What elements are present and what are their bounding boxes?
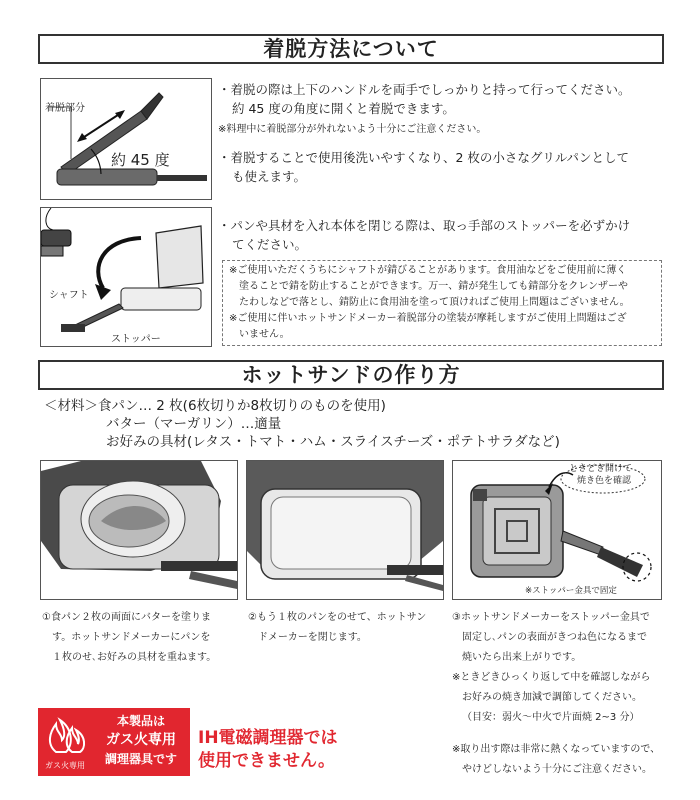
bullet2-line2: も使えます。	[232, 169, 307, 184]
step2-caption-line-2: ドメーカーを閉じます。	[258, 632, 367, 643]
label-stopper: ストッパー	[111, 334, 161, 345]
step2-caption-line-1: ②もう１枚のパンをのせて、ホットサン	[248, 612, 427, 623]
notice-line-1: 本製品は	[116, 714, 165, 728]
step3-bubble-line-1: ときどき開けて	[569, 464, 633, 474]
illustration-detach-angle	[40, 78, 212, 200]
gas-only-badge	[38, 708, 92, 776]
step3-caption-line-1: ③ホットサンドメーカーをストッパー金具で	[452, 612, 650, 623]
ih-warning-line-1: IH電磁調理器では	[198, 728, 338, 748]
step3-caption-line-2: 固定し､パンの表面がきつね色になるまで	[462, 632, 647, 643]
caution-line-5: いません。	[229, 329, 290, 340]
illustration-close-stopper	[40, 207, 212, 347]
caution-line-4: ※ご使用に伴いホットサンドメーカー着脱部分の塗装が摩耗しますがご使用上問題はござ	[229, 313, 627, 324]
bullet1-line1: ・着脱の際は上下のハンドルを両手でしっかりと持って行ってください。	[218, 82, 631, 97]
gas-only-notice	[92, 708, 190, 776]
ih-warning-line-2: 使用できません。	[198, 751, 336, 771]
bullet3-line1: ・パンや具材を入れ本体を閉じる際は、取っ手部のストッパーを必ずかけ	[218, 218, 631, 233]
step2-image	[246, 460, 444, 600]
section-title-detach: 着脱方法について	[38, 34, 664, 64]
step1-caption-line-2: す。ホットサンドメーカーにパンを	[52, 632, 211, 643]
detach-angle-drawing	[41, 79, 211, 199]
flame-icon	[38, 708, 92, 760]
step3-caption-line-4: ※ときどきひっくり返して中を確認しながら	[452, 672, 651, 683]
label-shaft: シャフト	[49, 290, 89, 301]
bullet1-line2: 約 45 度の角度に開くと着脱できます。	[232, 101, 455, 116]
materials-line-1: ＜材料＞食パン… 2 枚(6枚切りか8枚切りのものを使用)	[44, 398, 386, 414]
label-angle: 約 45 度	[111, 151, 170, 169]
bullet3-line2: てください。	[232, 237, 308, 252]
caution-line-2: 塗ることで錆を防止することができます。万一、錆が発生しても錆部分をクレンザーや	[229, 281, 628, 292]
notice-line-2: ガス火専用	[106, 732, 176, 748]
step1-caption-line-3: １枚のせ､お好みの具材を重ねます。	[52, 652, 217, 663]
gas-only-badge-label: ガス火専用	[45, 761, 85, 770]
final-note-line-1: ※取り出す際は非常に熱くなっていますので、	[452, 744, 661, 755]
step3-bubble-line-2: 焼き色を確認	[577, 476, 632, 486]
close-stopper-drawing	[41, 208, 211, 346]
bullet2-line1: ・着脱することで使用後洗いやすくなり、2 枚の小さなグリルパンとして	[218, 150, 630, 165]
step1-image	[40, 460, 238, 600]
step1-drawing	[41, 461, 237, 599]
step3-stopper-note: ※ストッパー金具で固定	[525, 586, 617, 596]
label-detach-part: 着脱部分	[45, 103, 85, 114]
step1-caption-line-1: ①食パン２枚の両面にバターを塗りま	[42, 612, 211, 623]
caution-box	[222, 260, 662, 346]
notice-line-3: 調理器具です	[104, 752, 177, 766]
caution-line-3: たわしなどで落とし、錆防止に食用油を塗って頂ければご使用上問題はございません。	[229, 297, 630, 308]
step3-caption-line-3: 焼いたら出来上がりです。	[462, 652, 582, 663]
note-detach: ※料理中に着脱部分が外れないよう十分にご注意ください。	[218, 124, 487, 135]
section-title-howto: ホットサンドの作り方	[38, 360, 664, 390]
materials-line-2: バター（マーガリン）…適量	[106, 416, 282, 432]
step3-image	[452, 460, 662, 600]
materials-line-3: お好みの具材(レタス・トマト・ハム・スライスチーズ・ポテトサラダなど)	[106, 434, 560, 450]
final-note-line-2: やけどしないよう十分にご注意ください。	[462, 764, 652, 775]
step3-caption-line-6: （目安：弱火～中火で片面焼 2~3 分）	[462, 712, 640, 723]
caution-line-1: ※ご使用いただくうちにシャフトが錆びることがあります。食用油などをご使用前に薄く	[229, 265, 627, 276]
step2-drawing	[247, 461, 443, 599]
step3-caption-line-5: お好みの焼き加減で調節してください。	[462, 692, 642, 703]
